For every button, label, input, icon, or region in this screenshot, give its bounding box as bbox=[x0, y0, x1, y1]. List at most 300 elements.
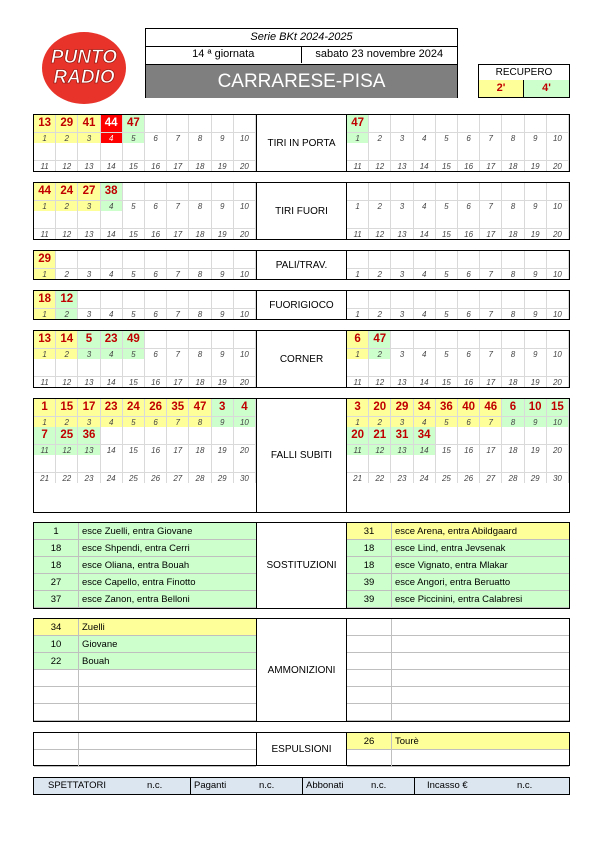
slot-number: 26 bbox=[145, 472, 167, 483]
event-minute bbox=[502, 115, 524, 132]
event-minute bbox=[502, 455, 524, 472]
event-minute: 4 bbox=[234, 399, 256, 416]
slot-number: 5 bbox=[436, 200, 458, 211]
event-minute bbox=[212, 455, 234, 472]
event-minute bbox=[480, 359, 502, 376]
event-minute bbox=[167, 427, 189, 444]
slot-number: 19 bbox=[212, 444, 234, 455]
slot-number: 21 bbox=[34, 472, 56, 483]
slot-number: 6 bbox=[145, 416, 167, 427]
slot-number: 11 bbox=[347, 228, 369, 239]
list-item bbox=[347, 733, 569, 750]
slot-number: 7 bbox=[480, 200, 502, 211]
list-item bbox=[34, 670, 256, 687]
event-minute: 44 bbox=[101, 115, 123, 132]
recupero-first-half: 2' bbox=[479, 80, 524, 97]
event-minute bbox=[347, 619, 392, 635]
label-ammonizioni: AMMONIZIONI bbox=[256, 619, 347, 721]
event-minute bbox=[480, 455, 502, 472]
slot-number: 6 bbox=[458, 268, 480, 279]
slot-number: 15 bbox=[436, 444, 458, 455]
slot-number: 20 bbox=[547, 376, 569, 387]
label-pali: PALI/TRAV. bbox=[256, 251, 347, 279]
event-minute bbox=[234, 359, 256, 376]
slot-number: 4 bbox=[414, 308, 436, 319]
event-minute bbox=[347, 670, 392, 686]
event-minute: 10 bbox=[34, 636, 79, 652]
slot-number: 18 bbox=[189, 228, 211, 239]
event-minute bbox=[502, 427, 524, 444]
event-minute: 18 bbox=[34, 557, 79, 573]
slot-number: 4 bbox=[101, 268, 123, 279]
event-minute bbox=[347, 359, 369, 376]
event-minute bbox=[436, 143, 458, 160]
event-minute bbox=[145, 211, 167, 228]
slot-number: 3 bbox=[78, 348, 100, 359]
slot-number: 11 bbox=[347, 444, 369, 455]
abbonati-value: n.c. bbox=[371, 780, 387, 791]
punto-radio-logo bbox=[38, 30, 130, 106]
event-minute bbox=[78, 251, 100, 268]
event-minute bbox=[391, 183, 413, 200]
slot-number: 1 bbox=[34, 268, 56, 279]
slot-number: 20 bbox=[234, 228, 256, 239]
event-minute bbox=[369, 115, 391, 132]
event-minute bbox=[101, 211, 123, 228]
list-item bbox=[34, 523, 256, 540]
slot-number: 12 bbox=[369, 228, 391, 239]
event-minute: 44 bbox=[34, 183, 56, 200]
slot-number: 9 bbox=[212, 268, 234, 279]
event-minute bbox=[34, 704, 79, 720]
slot-number: 16 bbox=[145, 160, 167, 171]
slot-number: 13 bbox=[391, 376, 413, 387]
event-minute bbox=[525, 427, 547, 444]
slot-number: 18 bbox=[189, 444, 211, 455]
event-minute bbox=[212, 143, 234, 160]
event-minute bbox=[78, 291, 100, 308]
slot-number: 2 bbox=[56, 416, 78, 427]
slot-number: 15 bbox=[123, 444, 145, 455]
event-minute bbox=[547, 251, 569, 268]
event-minute bbox=[167, 211, 189, 228]
event-minute bbox=[34, 687, 79, 703]
event-minute bbox=[414, 251, 436, 268]
event-minute bbox=[547, 183, 569, 200]
event-minute: 13 bbox=[34, 115, 56, 132]
logo-line2: RADIO bbox=[53, 67, 115, 88]
event-minute bbox=[347, 687, 392, 703]
event-minute bbox=[458, 183, 480, 200]
slot-number: 22 bbox=[369, 472, 391, 483]
event-minute: 18 bbox=[34, 540, 79, 556]
slot-number: 29 bbox=[525, 472, 547, 483]
slot-number: 14 bbox=[414, 376, 436, 387]
slot-number: 1 bbox=[34, 416, 56, 427]
event-description: Zuelli bbox=[82, 622, 105, 633]
event-minute bbox=[458, 115, 480, 132]
event-minute: 27 bbox=[34, 574, 79, 590]
event-minute: 41 bbox=[78, 115, 100, 132]
incasso-label: Incasso € bbox=[427, 780, 468, 791]
event-minute bbox=[234, 331, 256, 348]
slot-number: 2 bbox=[369, 308, 391, 319]
slot-number: 17 bbox=[480, 444, 502, 455]
event-minute bbox=[414, 115, 436, 132]
slot-number: 24 bbox=[414, 472, 436, 483]
slot-number: 7 bbox=[480, 308, 502, 319]
event-minute bbox=[525, 143, 547, 160]
event-minute bbox=[391, 291, 413, 308]
event-minute: 47 bbox=[123, 115, 145, 132]
event-minute bbox=[414, 359, 436, 376]
slot-number: 22 bbox=[56, 472, 78, 483]
slot-number: 26 bbox=[458, 472, 480, 483]
slot-number: 9 bbox=[212, 308, 234, 319]
slot-number: 16 bbox=[145, 228, 167, 239]
event-minute bbox=[167, 115, 189, 132]
slot-number: 3 bbox=[78, 308, 100, 319]
slot-number: 9 bbox=[212, 200, 234, 211]
slot-number: 7 bbox=[167, 200, 189, 211]
slot-number: 7 bbox=[480, 416, 502, 427]
slot-number: 10 bbox=[547, 416, 569, 427]
event-minute bbox=[212, 115, 234, 132]
list-item bbox=[34, 591, 256, 608]
event-minute bbox=[369, 359, 391, 376]
slot-number: 10 bbox=[234, 132, 256, 143]
event-minute: 12 bbox=[56, 291, 78, 308]
slot-number: 9 bbox=[212, 348, 234, 359]
event-minute bbox=[458, 359, 480, 376]
slot-number: 4 bbox=[101, 416, 123, 427]
event-minute bbox=[34, 455, 56, 472]
event-minute bbox=[347, 636, 392, 652]
event-minute bbox=[547, 143, 569, 160]
slot-number: 29 bbox=[212, 472, 234, 483]
slot-number: 1 bbox=[347, 132, 369, 143]
list-item bbox=[34, 619, 256, 636]
slot-number: 15 bbox=[123, 228, 145, 239]
list-item bbox=[347, 619, 569, 636]
event-minute bbox=[458, 291, 480, 308]
slot-number: 8 bbox=[189, 200, 211, 211]
slot-number: 13 bbox=[78, 444, 100, 455]
slot-number: 23 bbox=[391, 472, 413, 483]
slot-number: 8 bbox=[189, 132, 211, 143]
event-minute bbox=[145, 455, 167, 472]
event-minute bbox=[167, 143, 189, 160]
event-minute bbox=[525, 115, 547, 132]
event-description: Giovane bbox=[82, 639, 118, 650]
giornata-label: 14 ª giornata bbox=[146, 46, 302, 63]
event-minute: 38 bbox=[101, 183, 123, 200]
slot-number: 3 bbox=[391, 132, 413, 143]
event-minute bbox=[123, 359, 145, 376]
event-minute: 24 bbox=[123, 399, 145, 416]
footer-divider bbox=[190, 778, 191, 794]
event-minute: 23 bbox=[101, 399, 123, 416]
slot-number: 16 bbox=[145, 444, 167, 455]
slot-number: 12 bbox=[369, 160, 391, 171]
slot-number: 4 bbox=[101, 132, 123, 143]
event-minute bbox=[347, 653, 392, 669]
event-minute bbox=[369, 143, 391, 160]
event-minute bbox=[347, 183, 369, 200]
event-minute bbox=[547, 331, 569, 348]
event-minute: 20 bbox=[347, 427, 369, 444]
event-minute: 21 bbox=[369, 427, 391, 444]
event-minute bbox=[414, 183, 436, 200]
slot-number: 7 bbox=[167, 416, 189, 427]
event-minute bbox=[123, 427, 145, 444]
list-item bbox=[347, 687, 569, 704]
footer-bar bbox=[33, 777, 570, 795]
event-minute bbox=[525, 251, 547, 268]
slot-number: 12 bbox=[56, 228, 78, 239]
slot-number: 13 bbox=[391, 160, 413, 171]
event-minute bbox=[391, 455, 413, 472]
slot-number: 3 bbox=[391, 348, 413, 359]
slot-number: 23 bbox=[78, 472, 100, 483]
event-minute bbox=[212, 251, 234, 268]
slot-number: 8 bbox=[502, 308, 524, 319]
event-minute: 15 bbox=[547, 399, 569, 416]
event-minute bbox=[502, 143, 524, 160]
incasso-value: n.c. bbox=[517, 780, 533, 791]
label-tiri-in-porta: TIRI IN PORTA bbox=[256, 115, 347, 171]
event-minute: 17 bbox=[78, 399, 100, 416]
event-minute bbox=[56, 359, 78, 376]
list-item bbox=[34, 687, 256, 704]
event-minute bbox=[436, 331, 458, 348]
slot-number: 5 bbox=[436, 268, 458, 279]
slot-number: 5 bbox=[436, 132, 458, 143]
list-item bbox=[347, 523, 569, 540]
slot-number: 1 bbox=[34, 132, 56, 143]
event-minute bbox=[391, 331, 413, 348]
slot-number: 12 bbox=[369, 444, 391, 455]
event-minute bbox=[34, 733, 79, 749]
event-minute bbox=[547, 115, 569, 132]
slot-number: 11 bbox=[34, 444, 56, 455]
event-minute bbox=[78, 359, 100, 376]
slot-number: 5 bbox=[123, 268, 145, 279]
label-falli-subiti: FALLI SUBITI bbox=[256, 399, 347, 512]
event-minute bbox=[101, 427, 123, 444]
event-minute bbox=[502, 291, 524, 308]
list-item bbox=[34, 733, 256, 750]
event-minute bbox=[414, 455, 436, 472]
section-tiri-in-porta bbox=[33, 114, 570, 172]
slot-number: 1 bbox=[34, 348, 56, 359]
list-item bbox=[34, 653, 256, 670]
slot-number: 16 bbox=[145, 376, 167, 387]
event-minute bbox=[56, 251, 78, 268]
slot-number: 10 bbox=[234, 348, 256, 359]
slot-number: 9 bbox=[525, 416, 547, 427]
event-minute bbox=[167, 331, 189, 348]
event-minute: 47 bbox=[189, 399, 211, 416]
event-minute: 24 bbox=[56, 183, 78, 200]
event-minute bbox=[101, 455, 123, 472]
slot-number: 3 bbox=[391, 416, 413, 427]
event-description: esce Lind, entra Jevsenak bbox=[395, 543, 506, 554]
event-minute: 31 bbox=[391, 427, 413, 444]
slot-number: 4 bbox=[101, 308, 123, 319]
event-minute: 36 bbox=[436, 399, 458, 416]
event-minute: 3 bbox=[212, 399, 234, 416]
event-minute bbox=[189, 455, 211, 472]
slot-number: 13 bbox=[78, 160, 100, 171]
slot-number: 17 bbox=[480, 376, 502, 387]
event-minute: 23 bbox=[101, 331, 123, 348]
slot-number: 8 bbox=[189, 308, 211, 319]
slot-number: 1 bbox=[347, 268, 369, 279]
section-ammonizioni bbox=[33, 618, 570, 722]
event-minute: 18 bbox=[34, 291, 56, 308]
slot-number: 18 bbox=[189, 160, 211, 171]
slot-number: 16 bbox=[458, 444, 480, 455]
event-minute: 47 bbox=[369, 331, 391, 348]
event-minute: 27 bbox=[78, 183, 100, 200]
event-description: esce Zuelli, entra Giovane bbox=[82, 526, 193, 537]
event-minute bbox=[525, 211, 547, 228]
event-minute bbox=[167, 291, 189, 308]
event-minute bbox=[502, 359, 524, 376]
list-item bbox=[347, 653, 569, 670]
slot-number: 9 bbox=[525, 308, 547, 319]
event-minute bbox=[347, 143, 369, 160]
list-item bbox=[34, 540, 256, 557]
spettatori-value: n.c. bbox=[147, 780, 163, 791]
slot-number: 1 bbox=[347, 200, 369, 211]
event-description: esce Oliana, entra Bouah bbox=[82, 560, 190, 571]
slot-number: 6 bbox=[458, 348, 480, 359]
event-minute: 6 bbox=[347, 331, 369, 348]
slot-number: 19 bbox=[525, 376, 547, 387]
slot-number: 13 bbox=[78, 228, 100, 239]
slot-number: 4 bbox=[101, 348, 123, 359]
event-minute bbox=[502, 211, 524, 228]
slot-number: 11 bbox=[34, 376, 56, 387]
event-minute bbox=[56, 455, 78, 472]
event-description: esce Shpendi, entra Cerri bbox=[82, 543, 190, 554]
event-minute bbox=[525, 359, 547, 376]
event-minute bbox=[458, 143, 480, 160]
event-description: Bouah bbox=[82, 656, 110, 667]
event-minute bbox=[123, 455, 145, 472]
event-minute bbox=[101, 359, 123, 376]
label-espulsioni: ESPULSIONI bbox=[256, 733, 347, 765]
event-minute: 18 bbox=[347, 557, 392, 573]
slot-number: 4 bbox=[414, 348, 436, 359]
list-item bbox=[347, 540, 569, 557]
event-minute bbox=[369, 455, 391, 472]
slot-number: 4 bbox=[414, 416, 436, 427]
event-minute bbox=[347, 251, 369, 268]
label-tiri-fuori: TIRI FUORI bbox=[256, 183, 347, 239]
slot-number: 8 bbox=[502, 416, 524, 427]
event-minute: 1 bbox=[34, 523, 79, 539]
event-minute: 10 bbox=[525, 399, 547, 416]
event-minute bbox=[369, 251, 391, 268]
event-minute: 34 bbox=[414, 427, 436, 444]
event-minute bbox=[547, 291, 569, 308]
slot-number: 19 bbox=[212, 160, 234, 171]
slot-number: 6 bbox=[145, 132, 167, 143]
event-minute bbox=[189, 251, 211, 268]
slot-number: 7 bbox=[480, 132, 502, 143]
slot-number: 17 bbox=[480, 160, 502, 171]
event-minute bbox=[547, 427, 569, 444]
event-minute bbox=[480, 183, 502, 200]
list-item bbox=[347, 574, 569, 591]
event-minute: 29 bbox=[56, 115, 78, 132]
slot-number: 19 bbox=[525, 228, 547, 239]
slot-number: 1 bbox=[347, 348, 369, 359]
event-minute bbox=[145, 291, 167, 308]
section-espulsioni bbox=[33, 732, 570, 766]
list-item bbox=[34, 704, 256, 721]
event-minute bbox=[145, 359, 167, 376]
event-description: esce Piccinini, entra Calabresi bbox=[395, 594, 523, 605]
slot-number: 14 bbox=[101, 160, 123, 171]
event-minute: 7 bbox=[34, 427, 56, 444]
slot-number: 5 bbox=[436, 308, 458, 319]
slot-number: 21 bbox=[347, 472, 369, 483]
event-minute bbox=[189, 331, 211, 348]
slot-number: 11 bbox=[347, 160, 369, 171]
event-minute: 6 bbox=[502, 399, 524, 416]
slot-number: 6 bbox=[458, 132, 480, 143]
event-minute bbox=[189, 183, 211, 200]
slot-number: 8 bbox=[189, 268, 211, 279]
slot-number: 7 bbox=[167, 308, 189, 319]
slot-number: 10 bbox=[547, 308, 569, 319]
slot-number: 6 bbox=[145, 268, 167, 279]
section-tiri-fuori bbox=[33, 182, 570, 240]
match-header bbox=[145, 28, 458, 98]
slot-number: 4 bbox=[101, 200, 123, 211]
slot-number: 10 bbox=[234, 200, 256, 211]
event-minute bbox=[414, 143, 436, 160]
slot-number: 6 bbox=[145, 308, 167, 319]
event-minute: 37 bbox=[34, 591, 79, 607]
event-minute bbox=[123, 143, 145, 160]
slot-number: 12 bbox=[56, 160, 78, 171]
slot-number: 17 bbox=[167, 228, 189, 239]
event-minute: 29 bbox=[391, 399, 413, 416]
event-minute: 25 bbox=[56, 427, 78, 444]
event-minute bbox=[56, 211, 78, 228]
slot-number: 1 bbox=[347, 308, 369, 319]
slot-number: 5 bbox=[123, 200, 145, 211]
slot-number: 16 bbox=[458, 160, 480, 171]
event-minute: 13 bbox=[34, 331, 56, 348]
event-minute bbox=[212, 183, 234, 200]
slot-number: 7 bbox=[167, 268, 189, 279]
event-minute: 35 bbox=[167, 399, 189, 416]
event-minute: 26 bbox=[347, 733, 392, 749]
event-minute bbox=[547, 455, 569, 472]
slot-number: 20 bbox=[547, 160, 569, 171]
slot-number: 10 bbox=[547, 348, 569, 359]
slot-number: 10 bbox=[547, 268, 569, 279]
event-minute bbox=[34, 359, 56, 376]
event-minute bbox=[212, 427, 234, 444]
event-minute bbox=[458, 455, 480, 472]
